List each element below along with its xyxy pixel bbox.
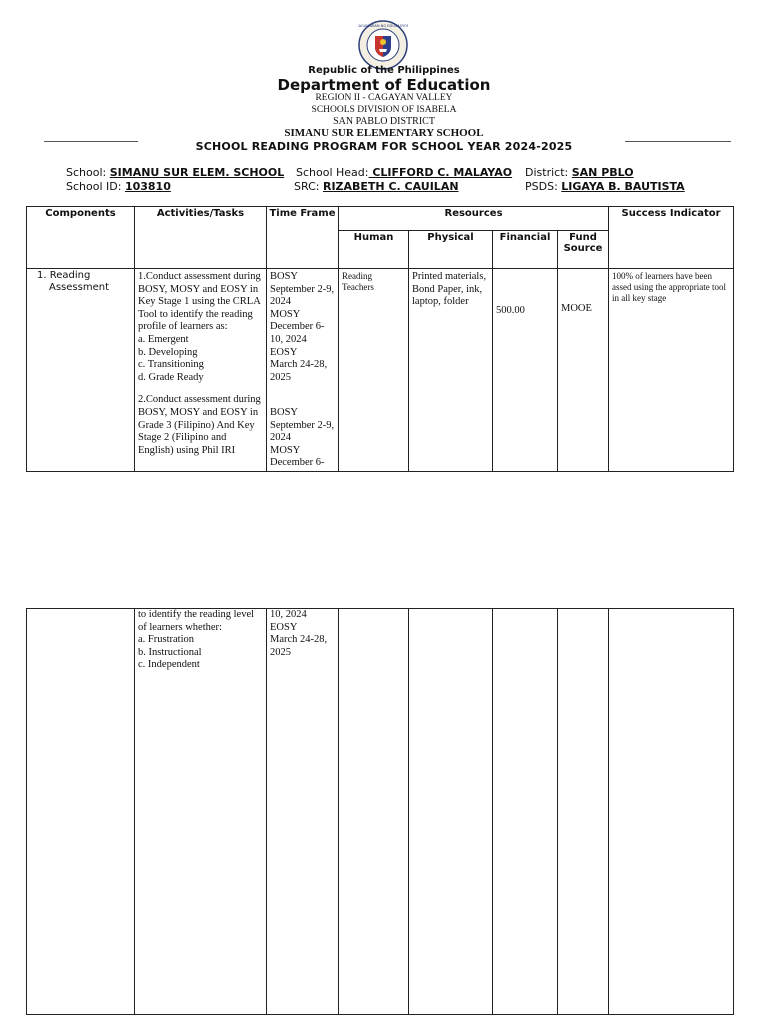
- psds-label: PSDS:: [525, 180, 558, 193]
- time-frame-cell: [267, 269, 339, 472]
- time-frame-2-part1: BOSY September 2-9, 2024 MOSY December 6-: [270, 407, 335, 469]
- school-name: SIMANU SUR ELEMENTARY SCHOOL: [284, 127, 484, 139]
- activities-cell: [135, 269, 267, 472]
- success-indicator: 100% of learners have been assed using the appropriate tool in all key stage: [612, 271, 727, 303]
- success-cell: [609, 269, 734, 472]
- header-financial: Financial: [493, 231, 558, 269]
- fund-source-cell: [558, 269, 609, 472]
- human-resource: Reading Teachers: [342, 271, 374, 292]
- time-frame-2-part2: 10, 2024 EOSY March 24-28, 2025: [270, 609, 328, 658]
- time-frame-cell-continued: [267, 609, 339, 1015]
- psds-value: LIGAYA B. BAUTISTA: [561, 180, 685, 193]
- header-resources: Resources: [339, 207, 609, 231]
- school-field: [66, 166, 284, 179]
- src-field: [294, 180, 459, 193]
- src-label: SRC:: [294, 180, 320, 193]
- component-cell: [27, 269, 135, 472]
- src-value: RIZABETH C. CAUILAN: [322, 180, 459, 193]
- physical-cell-continued: [409, 609, 493, 1015]
- school-label: School:: [66, 166, 107, 179]
- activities-cell-continued: [135, 609, 267, 1015]
- activity-2-part2: to identify the reading level of learners whether: a. Frustration b. Instructional c. Independent: [138, 609, 255, 671]
- school-head-value: CLIFFORD C. MALAYAO: [368, 166, 513, 179]
- region-label: REGION II - CAGAYAN VALLEY: [315, 93, 453, 103]
- school-head-field: [296, 166, 512, 179]
- deped-seal: [358, 20, 408, 70]
- financial-cell-continued: [493, 609, 558, 1015]
- school-id-label: School ID:: [66, 180, 122, 193]
- financial-amount: 500.00: [496, 305, 525, 316]
- financial-cell: [493, 269, 558, 472]
- svg-text:KAGAWARAN NG EDUKASYON: KAGAWARAN NG EDUKASYON: [358, 24, 408, 28]
- success-cell-continued: [609, 609, 734, 1015]
- district-value: SAN PBLO: [571, 166, 634, 179]
- activity-1: 1.Conduct assessment during BOSY, MOSY and EOSY in Key Stage 1 using the CRLA Tool to identify the reading profile of learners as: a. Emergent b. Developing c. Transitioning d. Grade Ready: [138, 271, 261, 383]
- header-human: Human: [339, 231, 409, 269]
- republic-label: Republic of the Philippines: [308, 65, 460, 76]
- header-physical: Physical: [409, 231, 493, 269]
- school-id-value: 103810: [124, 180, 171, 193]
- program-title: SCHOOL READING PROGRAM FOR SCHOOL YEAR 2024-2025: [195, 140, 573, 153]
- department-title: Department of Education: [277, 76, 491, 94]
- district-label: SAN PABLO DISTRICT: [333, 116, 435, 127]
- component-reading-assessment: 1. Reading Assessment: [37, 270, 109, 293]
- division-label: SCHOOLS DIVISION OF ISABELA: [311, 105, 457, 115]
- physical-cell: [409, 269, 493, 472]
- district-field-label: District:: [525, 166, 569, 179]
- component-cell-continued: [27, 609, 135, 1015]
- school-value: SIMANU SUR ELEM. SCHOOL: [109, 166, 285, 179]
- header-time-frame: Time Frame: [267, 207, 339, 269]
- activity-2-part1: 2.Conduct assessment during BOSY, MOSY and EOSY in Grade 3 (Filipino) And Key Stage 2 (Filipino and English) using Phil IRI: [138, 394, 261, 456]
- physical-resource: Printed materials, Bond Paper, ink, laptop, folder: [412, 271, 487, 308]
- fund-source-cell-continued: [558, 609, 609, 1015]
- psds-field: [525, 180, 685, 193]
- reading-program-table: [26, 206, 734, 472]
- header-success-indicator: Success Indicator: [609, 207, 734, 269]
- human-cell-continued: [339, 609, 409, 1015]
- human-cell: [339, 269, 409, 472]
- fund-source-value: MOOE: [561, 303, 592, 314]
- school-id-field: [66, 180, 171, 193]
- reading-program-table-continued: [26, 608, 734, 1015]
- time-frame-1: BOSY September 2-9, 2024 MOSY December 6-10, 2024 EOSY March 24-28, 2025: [270, 271, 335, 383]
- header-fund-source: Fund Source: [558, 231, 609, 269]
- header-components: Components: [27, 207, 135, 269]
- school-head-label: School Head:: [296, 166, 369, 179]
- header-activities: Activities/Tasks: [135, 207, 267, 269]
- district-field: [525, 166, 634, 179]
